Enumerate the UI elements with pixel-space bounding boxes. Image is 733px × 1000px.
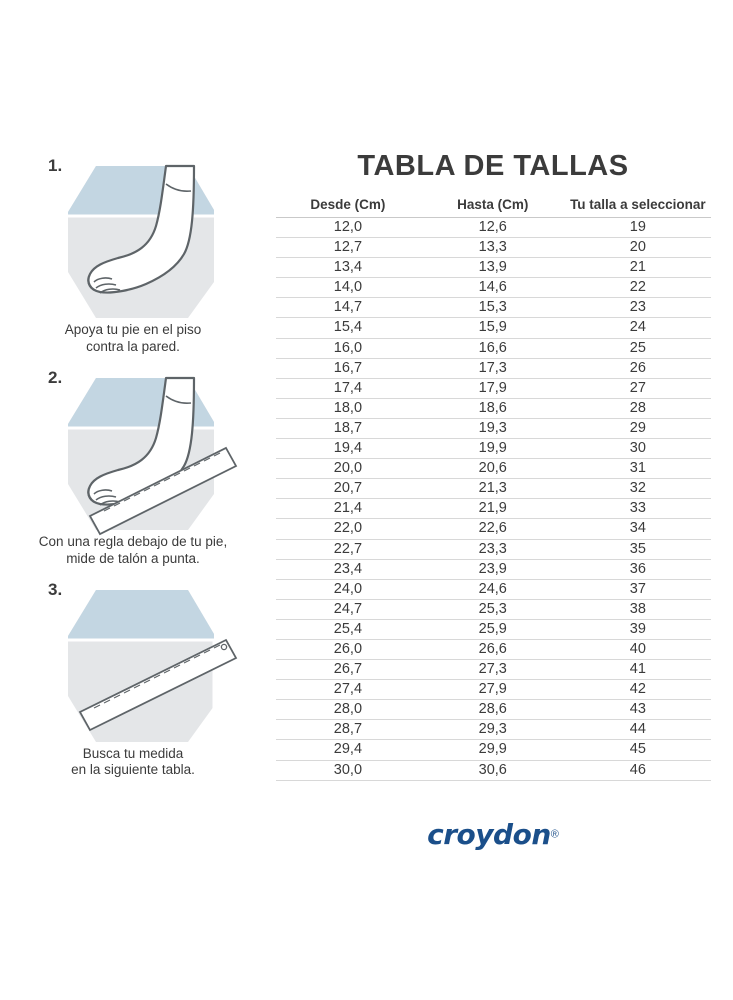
cell-desde: 27,4: [276, 680, 421, 700]
step-3-caption: [18, 746, 248, 780]
brand-name: croydon: [427, 818, 551, 851]
cell-hasta: 24,6: [420, 579, 565, 599]
cell-talla: 23: [565, 298, 710, 318]
cell-desde: 24,0: [276, 579, 421, 599]
cell-desde: 14,7: [276, 298, 421, 318]
cell-desde: 28,7: [276, 720, 421, 740]
brand-registered-mark: ®: [550, 828, 559, 841]
step-3-number: 3.: [48, 579, 63, 599]
table-row: [276, 298, 711, 318]
step-2-caption: [18, 534, 248, 568]
cell-talla: 33: [565, 499, 710, 519]
column-header-talla: Tu talla a seleccionar: [565, 197, 710, 218]
cell-desde: 17,4: [276, 378, 421, 398]
cell-talla: 32: [565, 479, 710, 499]
table-header-row: [276, 197, 711, 218]
table-row: [276, 338, 711, 358]
step-1-caption-line1: Apoya tu pie en el piso: [64, 322, 202, 337]
table-row: [276, 418, 711, 438]
table-row: [276, 539, 711, 559]
size-table: [276, 197, 711, 781]
cell-talla: 36: [565, 559, 710, 579]
page-title: TABLA DE TALLAS: [357, 150, 629, 182]
table-row: [276, 619, 711, 639]
cell-talla: 35: [565, 539, 710, 559]
cell-hasta: 23,3: [420, 539, 565, 559]
cell-hasta: 18,6: [420, 398, 565, 418]
table-row: [276, 459, 711, 479]
cell-talla: 34: [565, 519, 710, 539]
step-1-illustration: [38, 150, 238, 320]
cell-desde: 14,0: [276, 278, 421, 298]
cell-desde: 20,7: [276, 479, 421, 499]
column-header-desde: Desde (Cm): [276, 197, 421, 218]
table-row: [276, 378, 711, 398]
cell-talla: 22: [565, 278, 710, 298]
table-body: [276, 218, 711, 781]
cell-talla: 31: [565, 459, 710, 479]
cell-desde: 21,4: [276, 499, 421, 519]
table-row: [276, 660, 711, 680]
cell-talla: 27: [565, 378, 710, 398]
cell-hasta: 14,6: [420, 278, 565, 298]
table-row: [276, 439, 711, 459]
cell-desde: 26,0: [276, 639, 421, 659]
cell-hasta: 13,3: [420, 238, 565, 258]
step-2-number: 2.: [48, 367, 63, 387]
cell-talla: 30: [565, 439, 710, 459]
table-row: [276, 479, 711, 499]
table-row: [276, 318, 711, 338]
cell-desde: 26,7: [276, 660, 421, 680]
cell-hasta: 17,9: [420, 378, 565, 398]
cell-talla: 37: [565, 579, 710, 599]
cell-desde: 25,4: [276, 619, 421, 639]
cell-desde: 18,7: [276, 418, 421, 438]
step-3-illustration: [38, 574, 238, 744]
cell-desde: 24,7: [276, 599, 421, 619]
cell-hasta: 15,9: [420, 318, 565, 338]
size-table-section: [272, 150, 714, 781]
table-row: [276, 720, 711, 740]
cell-talla: 20: [565, 238, 710, 258]
step-2-caption-line2: mide de talón a punta.: [66, 550, 200, 566]
table-row: [276, 258, 711, 278]
cell-desde: 13,4: [276, 258, 421, 278]
cell-hasta: 23,9: [420, 559, 565, 579]
table-row: [276, 599, 711, 619]
cell-hasta: 30,6: [420, 760, 565, 780]
table-row: [276, 639, 711, 659]
cell-talla: 29: [565, 418, 710, 438]
table-row: [276, 559, 711, 579]
cell-talla: 46: [565, 760, 710, 780]
cell-hasta: 16,6: [420, 338, 565, 358]
cell-desde: 29,4: [276, 740, 421, 760]
cell-hasta: 12,6: [420, 218, 565, 238]
cell-desde: 19,4: [276, 439, 421, 459]
cell-desde: 28,0: [276, 700, 421, 720]
step-3: [18, 574, 258, 780]
table-row: [276, 358, 711, 378]
cell-hasta: 21,9: [420, 499, 565, 519]
step-1-caption: [18, 322, 248, 356]
cell-talla: 43: [565, 700, 710, 720]
cell-talla: 28: [565, 398, 710, 418]
cell-hasta: 19,3: [420, 418, 565, 438]
cell-hasta: 21,3: [420, 479, 565, 499]
cell-talla: 40: [565, 639, 710, 659]
cell-desde: 22,7: [276, 539, 421, 559]
cell-hasta: 25,9: [420, 619, 565, 639]
cell-hasta: 25,3: [420, 599, 565, 619]
table-row: [276, 680, 711, 700]
cell-desde: 23,4: [276, 559, 421, 579]
cell-hasta: 26,6: [420, 639, 565, 659]
table-row: [276, 579, 711, 599]
cell-talla: 41: [565, 660, 710, 680]
cell-hasta: 15,3: [420, 298, 565, 318]
cell-talla: 42: [565, 680, 710, 700]
instructions-column: [18, 150, 258, 785]
step-2-illustration: [38, 362, 238, 532]
table-row: [276, 499, 711, 519]
table-row: [276, 519, 711, 539]
table-row: [276, 238, 711, 258]
cell-hasta: 20,6: [420, 459, 565, 479]
table-row: [276, 278, 711, 298]
step-1-caption-line2: contra la pared.: [86, 338, 180, 354]
step-3-caption-line2: en la siguiente tabla.: [71, 762, 195, 778]
cell-talla: 39: [565, 619, 710, 639]
cell-desde: 30,0: [276, 760, 421, 780]
cell-hasta: 27,9: [420, 680, 565, 700]
cell-talla: 24: [565, 318, 710, 338]
table-row: [276, 218, 711, 238]
cell-desde: 16,7: [276, 358, 421, 378]
cell-talla: 21: [565, 258, 710, 278]
cell-talla: 45: [565, 740, 710, 760]
cell-desde: 22,0: [276, 519, 421, 539]
cell-desde: 12,7: [276, 238, 421, 258]
brand-logo: [272, 818, 714, 851]
cell-desde: 12,0: [276, 218, 421, 238]
cell-desde: 20,0: [276, 459, 421, 479]
step-2-caption-line1: Con una regla debajo de tu pie,: [38, 533, 228, 549]
table-row: [276, 760, 711, 780]
cell-desde: 18,0: [276, 398, 421, 418]
cell-hasta: 27,3: [420, 660, 565, 680]
step-1-number: 1.: [48, 156, 63, 175]
table-row: [276, 740, 711, 760]
cell-desde: 16,0: [276, 338, 421, 358]
cell-hasta: 29,3: [420, 720, 565, 740]
cell-hasta: 19,9: [420, 439, 565, 459]
cell-hasta: 13,9: [420, 258, 565, 278]
cell-hasta: 17,3: [420, 358, 565, 378]
column-header-hasta: Hasta (Cm): [420, 197, 565, 218]
cell-talla: 19: [565, 218, 710, 238]
cell-hasta: 22,6: [420, 519, 565, 539]
cell-hasta: 28,6: [420, 700, 565, 720]
step-1: [18, 150, 258, 356]
cell-talla: 38: [565, 599, 710, 619]
cell-talla: 26: [565, 358, 710, 378]
step-3-caption-line1: Busca tu medida: [82, 745, 184, 761]
table-row: [276, 398, 711, 418]
table-row: [276, 700, 711, 720]
step-2: [18, 362, 258, 568]
cell-talla: 44: [565, 720, 710, 740]
cell-hasta: 29,9: [420, 740, 565, 760]
cell-desde: 15,4: [276, 318, 421, 338]
cell-talla: 25: [565, 338, 710, 358]
